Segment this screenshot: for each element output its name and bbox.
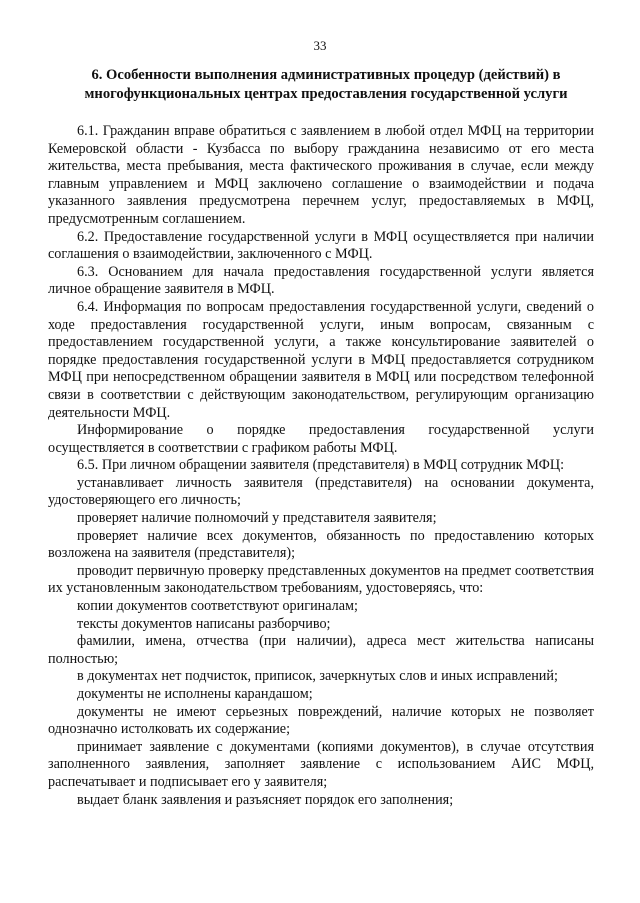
paragraph: копии документов соответствуют оригиналам;: [77, 598, 358, 615]
page-number: 33: [313, 38, 327, 53]
paragraph: фамилии, имена, отчества (при наличии), адреса мест жительства написаны полностью;: [48, 633, 594, 667]
paragraph: 6.2. Предоставление государственной услуги в МФЦ осуществляется при наличии соглашения о взаимодействии, заключенного с МФЦ.: [48, 228, 594, 263]
paragraph: проверяет наличие всех документов, обязанность по предоставлению которых возложена на заявителя (представителя);: [48, 527, 594, 562]
paragraph: проверяет наличие полномочий у представителя заявителя;: [77, 510, 437, 527]
paragraph: устанавливает личность заявителя (представителя) на основании документа, удостоверяющего его личность;: [48, 474, 594, 509]
section-body: [48, 123, 594, 809]
paragraph: 6.1. Гражданин вправе обратиться с заявлением в любой отдел МФЦ на территории Кемеровской области - Кузбасса по выбору гражданина независимо от его места жительства, места пребывания, места фактического проживания в случае, если между главным управлением и МФЦ заключено соглашение о взаимодействии и подача указанного заявления предусмотрена перечнем услуг, предоставляемых в МФЦ, предусмотренным соглашением.: [48, 123, 594, 227]
paragraph: документы не исполнены карандашом;: [77, 686, 313, 702]
paragraph: принимает заявление с документами (копиями документов), в случае отсутствия заполненного заявления, заполняет заявление с использованием АИС МФЦ, распечатывает и подписывает его у заявителя;: [48, 738, 594, 790]
paragraph: в документах нет подчисток, приписок, зачеркнутых слов и иных исправлений;: [77, 668, 558, 685]
paragraph: документы не имеют серьезных повреждений, наличие которых не позволяет однозначно истолковать их содержание;: [48, 703, 594, 738]
paragraph: проводит первичную проверку представленных документов на предмет соответствия их установленным законодательством требованиям, удостоверяясь, что:: [48, 562, 594, 597]
paragraph: 6.3. Основанием для начала предоставления государственной услуги является личное обращение заявителя в МФЦ.: [48, 263, 594, 298]
paragraph: выдает бланк заявления и разъясняет порядок его заполнения;: [77, 791, 454, 808]
paragraph: тексты документов написаны разборчиво;: [77, 615, 331, 632]
paragraph: 6.4. Информация по вопросам предоставления государственной услуги, сведений о ходе предоставления государственной услуги, иным вопросам, связанным с предоставлением государственной услуги, а также консультирование заявителей о порядке предоставления государственной услуги в МФЦ предоставляется сотрудником МФЦ при непосредственном обращении заявителя в МФЦ или посредством телефонной связи в соответствии с действующим законодательством, регулирующим организацию деятельности МФЦ.: [48, 298, 594, 421]
section-heading: 6. Особенности выполнения административных процедур (действий) в многофункциональных центрах предоставления государственной услуги: [84, 67, 568, 102]
paragraph: 6.5. При личном обращении заявителя (представителя) в МФЦ сотрудник МФЦ:: [77, 457, 565, 474]
paragraph: Информирование о порядке предоставления государственной услуги осуществляется в соответствии с графиком работы МФЦ.: [48, 422, 594, 456]
